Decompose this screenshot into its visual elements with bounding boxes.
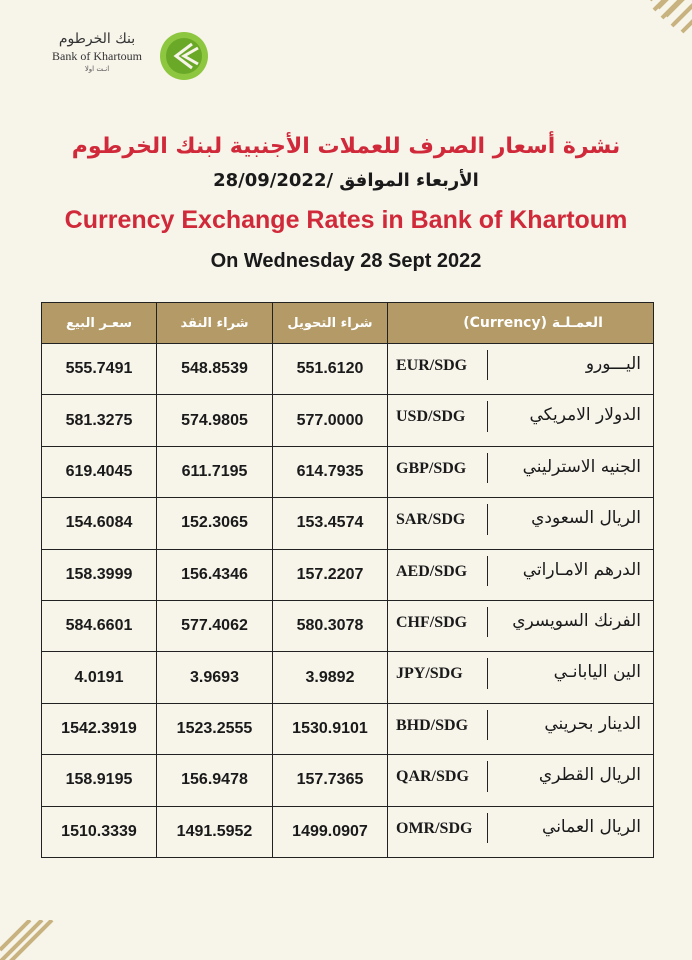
table-row (42, 549, 654, 600)
currency-cell-divider (487, 453, 488, 483)
corner-stripes-decoration (592, 0, 692, 60)
transfer-buy-rate: 1499.0907 (273, 806, 388, 857)
currency-cell (388, 549, 654, 600)
sell-rate: 154.6084 (42, 498, 157, 549)
cash-buy-rate: 611.7195 (157, 446, 273, 497)
header-cash-buy: شراء النقد (157, 303, 273, 344)
logo-name-ar: بنك الخرطوم (58, 31, 136, 47)
transfer-buy-rate: 157.2207 (273, 549, 388, 600)
currency-name-ar: الدولار الامريكي (529, 405, 641, 426)
currency-name-ar: الدرهم الامـاراتي (522, 559, 641, 580)
sell-rate: 584.6601 (42, 600, 157, 651)
transfer-buy-rate: 1530.9101 (273, 703, 388, 754)
table-row (42, 498, 654, 549)
currency-cell-divider (487, 401, 488, 431)
sell-rate: 619.4045 (42, 446, 157, 497)
cash-buy-rate: 3.9693 (157, 652, 273, 703)
cash-buy-rate: 548.8539 (157, 344, 273, 395)
currency-name-ar: الدينار بحريني (544, 713, 641, 734)
currency-pair: JPY/SDG (396, 665, 463, 683)
currency-pair: AED/SDG (396, 562, 468, 580)
cash-buy-rate: 156.9478 (157, 755, 273, 806)
transfer-buy-rate: 153.4574 (273, 498, 388, 549)
sell-rate: 581.3275 (42, 395, 157, 446)
currency-cell-divider (487, 556, 488, 586)
currency-cell (388, 600, 654, 651)
sell-rate: 1510.3339 (42, 806, 157, 857)
currency-name-ar: الجنيه الاسترليني (522, 456, 641, 477)
currency-cell (388, 395, 654, 446)
currency-cell (388, 755, 654, 806)
currency-pair: GBP/SDG (396, 459, 467, 477)
cash-buy-rate: 1523.2555 (157, 703, 273, 754)
bank-logo-icon (158, 30, 210, 82)
sell-rate: 4.0191 (42, 652, 157, 703)
currency-cell-divider (487, 607, 488, 637)
table-row (42, 755, 654, 806)
table-row (42, 395, 654, 446)
header-sell: سعـر البيع (42, 303, 157, 344)
subtitle-english: On Wednesday 28 Sept 2022 (210, 250, 482, 272)
table-row (42, 344, 654, 395)
transfer-buy-rate: 551.6120 (273, 344, 388, 395)
bank-logo (42, 30, 212, 85)
date-line-arabic: الأربعاء الموافق /28/09/2022 (213, 170, 479, 191)
currency-name-ar: الين اليابانـي (553, 662, 641, 683)
table-row (42, 652, 654, 703)
currency-cell-divider (487, 761, 488, 791)
currency-pair: EUR/SDG (396, 357, 468, 374)
transfer-buy-rate: 577.0000 (273, 395, 388, 446)
cash-buy-rate: 156.4346 (157, 549, 273, 600)
currency-name-ar: الريال القطري (538, 765, 641, 786)
currency-cell-divider (487, 658, 488, 688)
currency-cell-divider (487, 710, 488, 740)
transfer-buy-rate: 614.7935 (273, 446, 388, 497)
currency-pair: OMR/SDG (396, 819, 473, 837)
table-row (42, 703, 654, 754)
exchange-rates-table (41, 302, 654, 858)
currency-cell (388, 344, 654, 395)
currency-pair: QAR/SDG (396, 768, 469, 786)
currency-pair: CHF/SDG (396, 613, 468, 631)
transfer-buy-rate: 157.7365 (273, 755, 388, 806)
cash-buy-rate: 574.9805 (157, 395, 273, 446)
sell-rate: 555.7491 (42, 344, 157, 395)
currency-cell (388, 703, 654, 754)
table-header-row (42, 303, 654, 344)
corner-stripes-bottom-decoration (0, 920, 72, 960)
currency-cell-divider (487, 504, 488, 534)
table-row (42, 446, 654, 497)
cash-buy-rate: 577.4062 (157, 600, 273, 651)
currency-cell (388, 806, 654, 857)
header-transfer-buy: شراء التحويل (273, 303, 388, 344)
currency-pair: USD/SDG (396, 408, 466, 426)
currency-name-ar: اليـــورو (585, 354, 641, 374)
transfer-buy-rate: 3.9892 (273, 652, 388, 703)
currency-cell (388, 498, 654, 549)
currency-pair: SAR/SDG (396, 511, 466, 529)
title-arabic: نشرة أسعار الصرف للعملات الأجنبية لبنك الخرطوم (71, 134, 621, 159)
currency-name-ar: الريال السعودي (531, 508, 641, 529)
currency-cell (388, 446, 654, 497)
logo-name-en: Bank of Khartoum (52, 49, 142, 63)
currency-name-ar: الفرنك السويسري (512, 610, 641, 631)
title-english: Currency Exchange Rates in Bank of Khartoum (64, 206, 628, 234)
currency-name-ar: الريال العماني (542, 816, 641, 837)
cash-buy-rate: 1491.5952 (157, 806, 273, 857)
table-row (42, 600, 654, 651)
sell-rate: 1542.3919 (42, 703, 157, 754)
currency-cell-divider (487, 813, 488, 843)
currency-pair: BHD/SDG (396, 716, 469, 734)
logo-text (42, 30, 152, 74)
sell-rate: 158.3999 (42, 549, 157, 600)
cash-buy-rate: 152.3065 (157, 498, 273, 549)
transfer-buy-rate: 580.3078 (273, 600, 388, 651)
currency-cell (388, 652, 654, 703)
logo-tagline: انـت اولا (84, 65, 110, 73)
header-currency: العمـلـة (Currency) (388, 303, 654, 344)
table-row (42, 806, 654, 857)
sell-rate: 158.9195 (42, 755, 157, 806)
currency-cell-divider (487, 350, 488, 380)
